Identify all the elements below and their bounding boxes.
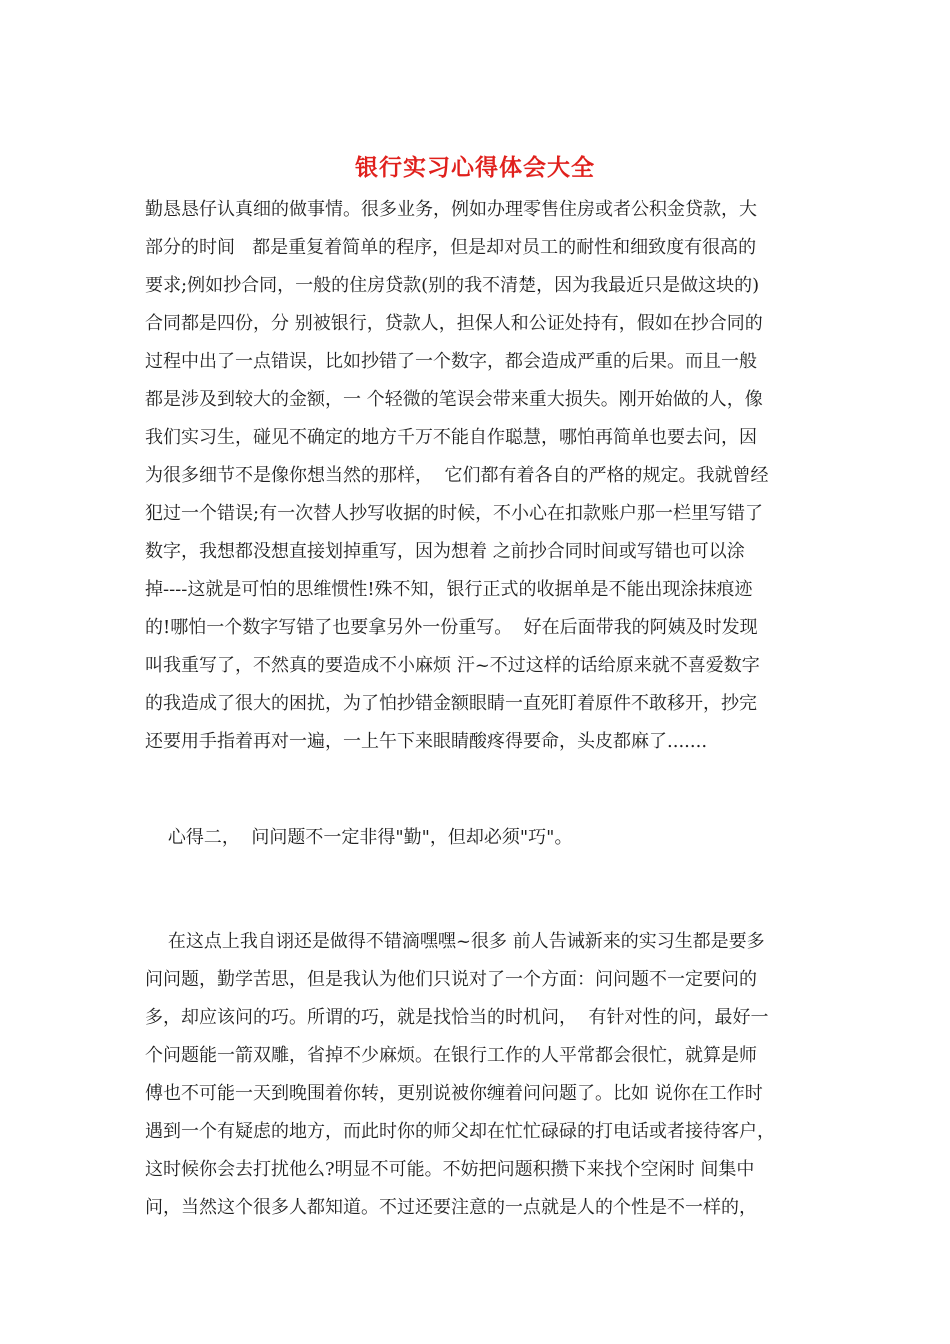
body-text-line: 的我造成了很大的困扰，为了怕抄错金额眼睛一直死盯着原件不敢移开，抄完 — [145, 693, 757, 714]
section-heading: 心得二， 问问题不一定非得"勤"，但却必须"巧"。 — [145, 827, 573, 848]
body-text-line: 犯过一个错误;有一次替人抄写收据的时候，不小心在扣款账户那一栏里写错了 — [145, 503, 764, 524]
body-text-line: 合同都是四份，分 别被银行，贷款人，担保人和公证处持有，假如在抄合同的 — [145, 313, 763, 334]
body-text-line: 多，却应该问的巧。所谓的巧，就是找恰当的时机问， 有针对性的问，最好一 — [145, 1007, 769, 1028]
body-text-line: 为很多细节不是像你想当然的那样， 它们都有着各自的严格的规定。我就曾经 — [145, 465, 769, 486]
body-text-line: 要求;例如抄合同，一般的住房贷款(别的我不清楚，因为我最近只是做这块的) — [145, 275, 760, 296]
body-text-line: 问，当然这个很多人都知道。不过还要注意的一点就是人的个性是不一样的， — [145, 1197, 757, 1218]
body-text-line: 过程中出了一点错误，比如抄错了一个数字，都会造成严重的后果。而且一般 — [145, 351, 757, 372]
body-text-line: 勤恳恳仔认真细的做事情。很多业务，例如办理零售住房或者公积金贷款，大 — [145, 199, 757, 220]
body-text-line: 在这点上我自诩还是做得不错滴嘿嘿~很多 前人告诫新来的实习生都是要多 — [145, 931, 765, 952]
body-text-line: 叫我重写了，不然真的要造成不小麻烦 汗~不过这样的话给原来就不喜爱数字 — [145, 655, 760, 676]
body-text-line: 数字，我想都没想直接划掉重写，因为想着 之前抄合同时间或写错也可以涂 — [145, 541, 745, 562]
body-text-line: 掉----这就是可怕的思维惯性!殊不知，银行正式的收据单是不能出现涂抹痕迹 — [145, 579, 753, 600]
body-text-line: 我们实习生，碰见不确定的地方千万不能自作聪慧，哪怕再简单也要去问，因 — [145, 427, 757, 448]
body-text-line: 遇到一个有疑虑的地方，而此时你的师父却在忙忙碌碌的打电话或者接待客户， — [145, 1121, 775, 1142]
document-title: 银行实习心得体会大全 — [355, 155, 595, 181]
body-text-line: 的!哪怕一个数字写错了也要拿另外一份重写。 好在后面带我的阿姨及时发现 — [145, 617, 758, 638]
body-text-line: 还要用手指着再对一遍，一上午下来眼睛酸疼得要命，头皮都麻了....... — [145, 731, 708, 752]
body-text-line: 个问题能一箭双雕，省掉不少麻烦。在银行工作的人平常都会很忙，就算是师 — [145, 1045, 757, 1066]
body-text-line: 都是涉及到较大的金额，一 个轻微的笔误会带来重大损失。刚开始做的人，像 — [145, 389, 763, 410]
body-text-line: 部分的时间 都是重复着简单的程序，但是却对员工的耐性和细致度有很高的 — [145, 237, 757, 258]
body-text-line: 傅也不可能一天到晚围着你转，更别说被你缠着问问题了。比如 说你在工作时 — [145, 1083, 763, 1104]
body-text-line: 问问题，勤学苦思，但是我认为他们只说对了一个方面：问问题不一定要问的 — [145, 969, 757, 990]
body-text-line: 这时候你会去打扰他么?明显不可能。不妨把问题积攒下来找个空闲时 间集中 — [145, 1159, 755, 1180]
